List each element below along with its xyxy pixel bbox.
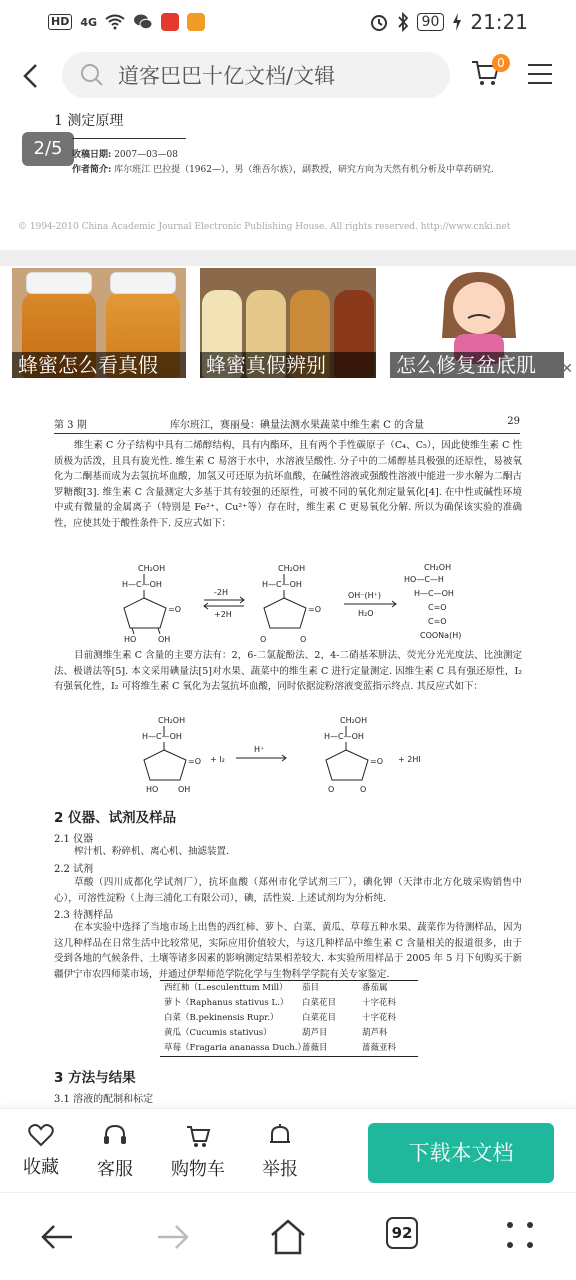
report-button[interactable] bbox=[250, 1123, 310, 1181]
table-cell: 西红柿（L.esculenttum Mill） bbox=[164, 983, 288, 993]
table-cell: 萝卜（Raphanus stativus L.） bbox=[164, 998, 289, 1008]
svg-text:O: O bbox=[300, 635, 307, 644]
svg-text:H—C—OH: H—C—OH bbox=[122, 580, 162, 589]
ad-card[interactable] bbox=[390, 268, 564, 378]
table-row bbox=[160, 981, 418, 996]
cart-action-button[interactable] bbox=[168, 1123, 228, 1181]
svg-text:H—C—OH: H—C—OH bbox=[262, 580, 302, 589]
svg-text:CH₂OH: CH₂OH bbox=[138, 564, 166, 573]
heart-icon bbox=[28, 1123, 54, 1147]
author-info: 库尔班江 巴拉提（1962—），男（维吾尔族），副教授，研究方向为天然有机分析及中草药研究. bbox=[114, 165, 494, 175]
svg-text:H—C—OH: H—C—OH bbox=[142, 732, 182, 741]
page-number: 29 bbox=[507, 416, 520, 427]
svg-text:OH: OH bbox=[158, 635, 171, 644]
nav-tabs-button[interactable] bbox=[386, 1217, 426, 1257]
news-app-icon bbox=[161, 13, 179, 31]
top-app-bar bbox=[0, 44, 576, 108]
status-bar bbox=[0, 0, 576, 44]
ad-strip bbox=[0, 266, 576, 392]
eq1-label-plus2h: +2H bbox=[214, 610, 232, 619]
subsection-heading: 3.1 溶液的配制和标定 bbox=[54, 1094, 154, 1105]
signal-indicator: 4G bbox=[80, 15, 98, 29]
svg-text:C=O: C=O bbox=[428, 603, 447, 612]
search-placeholder: 道客巴巴十亿文档/文辑 bbox=[118, 64, 336, 88]
samples-table bbox=[160, 980, 418, 1057]
cart-count-badge: 0 bbox=[492, 54, 510, 72]
eq1-label-minus2h: -2H bbox=[214, 588, 228, 597]
svg-text:H—C—OH: H—C—OH bbox=[414, 589, 454, 598]
page-separator bbox=[0, 250, 576, 266]
report-label: 举报 bbox=[262, 1159, 298, 1180]
footnote-rule bbox=[72, 138, 186, 139]
ad-card[interactable] bbox=[200, 268, 376, 378]
copyright-notice: © 1994-2010 China Academic Journal Electronic Publishing House. All rights reserved. http://www.cnki.net bbox=[18, 222, 511, 232]
page-indicator: 2/5 bbox=[22, 132, 74, 166]
table-row bbox=[160, 1041, 418, 1056]
arrow-right-icon bbox=[152, 1217, 192, 1257]
table-cell: 十字花科 bbox=[362, 1013, 397, 1023]
charging-icon bbox=[452, 13, 462, 31]
search-bar[interactable] bbox=[62, 52, 450, 98]
svg-text:COONa(H): COONa(H) bbox=[420, 631, 462, 640]
document-page-2 bbox=[0, 392, 576, 1108]
section-heading: 1 测定原理 bbox=[54, 113, 124, 129]
svg-text:CH₂OH: CH₂OH bbox=[278, 564, 306, 573]
table-cell: 葫芦目 bbox=[302, 1028, 328, 1038]
table-row bbox=[160, 996, 418, 1011]
paragraph: 维生素 C 分子结构中具有二烯醇结构，具有内酯环，且有两个手性碳原子（C₄、C₅），因此使维生素 C 性质极为活泼，且具有旋光性. 维生素 C 易溶于水中，水溶液呈酸性. 分子中的二烯醇基具极强的还原性，易被氧化为二酮基而成为去氢抗坏血酸，加氢又可还原为抗坏血酸，在碱性溶液或强酸性溶液中能进一步水解为二酮古罗糖酸[3]. 维生素 C 含量测定大多基于其有较强的还原性，可被不同的氧化剂定量氧化[4]. 在中性或碱性环境中或有微量的金属离子（特别是 Fe²⁺、Cu²⁺等）存在时，维生素 C 更易氧化分解. 所以为确保该实验的准确性，应使其处于酸性条件下. 反应式如下： bbox=[54, 440, 522, 529]
eq2-catalyst: H⁺ bbox=[254, 745, 265, 754]
favorite-button[interactable] bbox=[11, 1123, 71, 1179]
svg-text:H—C—OH: H—C—OH bbox=[324, 732, 364, 741]
hamburger-line bbox=[528, 73, 552, 75]
headset-icon bbox=[102, 1123, 128, 1149]
svg-text:=O: =O bbox=[168, 605, 181, 614]
paragraph: 在本实验中选择了当地市场上出售的西红柿、萝卜、白菜、黄瓜、草莓五种水果、蔬菜作为待测样品，因为这几种样品在日常生活中比较常见，实际应用价值较大，与这几种样品中维生素 C 含量相关的报道很多，由于受到各地的气候条件、土壤等诸多因素的影响测定结果相差较大. 本实验所用样品于 2005 年 5 月下旬购买于新疆伊宁市农四师菜市场，并通过伊犁师范学院化学与生物科学学院有关专家鉴定. bbox=[54, 922, 522, 980]
table-cell: 番茄属 bbox=[362, 983, 388, 993]
paragraph: 榨汁机、粉碎机、离心机、抽滤装置. bbox=[74, 846, 230, 857]
table-cell: 白菜（B.pekinensis Rupr.） bbox=[164, 1013, 279, 1023]
svg-text:CH₂OH: CH₂OH bbox=[424, 563, 452, 572]
battery-indicator: 90 bbox=[417, 13, 445, 31]
svg-text:CH₂OH: CH₂OH bbox=[340, 716, 368, 725]
bluetooth-icon bbox=[397, 12, 409, 32]
bell-icon bbox=[268, 1123, 292, 1149]
subsection-heading: 2.3 待测样品 bbox=[54, 910, 114, 921]
received-date: 2007—03—08 bbox=[114, 150, 179, 160]
subsection-heading: 2.2 试剂 bbox=[54, 864, 94, 875]
video-app-icon bbox=[187, 13, 205, 31]
browser-nav-bar bbox=[0, 1192, 576, 1280]
table-row bbox=[160, 1011, 418, 1026]
clock: 21:21 bbox=[470, 10, 528, 34]
svg-text:C=O: C=O bbox=[428, 617, 447, 626]
section-heading: 2 仪器、试剂及样品 bbox=[54, 810, 177, 826]
table-row bbox=[160, 1026, 418, 1041]
tabs-count: 92 bbox=[386, 1217, 418, 1249]
jar-lid bbox=[110, 272, 176, 294]
table-cell: 黄瓜（Cucumis stativus） bbox=[164, 1028, 272, 1038]
table-cell: 葫芦科 bbox=[362, 1028, 388, 1038]
svg-text:O: O bbox=[328, 785, 335, 794]
eq2-product: + 2HI bbox=[398, 755, 421, 764]
table-cell: 茄目 bbox=[302, 983, 320, 993]
issue-number: 第 3 期 bbox=[54, 420, 87, 431]
nav-home-button[interactable] bbox=[268, 1217, 308, 1257]
svg-text:CH₂OH: CH₂OH bbox=[158, 716, 186, 725]
eq1-label-h2o: H₂O bbox=[358, 609, 374, 618]
received-label: 收稿日期: bbox=[72, 150, 112, 160]
eq1-label-oh: OH⁻(H⁺) bbox=[348, 591, 382, 600]
back-button[interactable] bbox=[0, 44, 60, 108]
woman-illustration bbox=[424, 268, 534, 364]
svg-text:OH: OH bbox=[178, 785, 191, 794]
hd-indicator: HD bbox=[48, 14, 72, 30]
table-cell: 蔷薇亚科 bbox=[362, 1043, 397, 1053]
table-cell: 十字花科 bbox=[362, 998, 397, 1008]
ad-caption: 蜂蜜怎么看真假 bbox=[12, 352, 186, 378]
subsection-heading: 2.1 仪器 bbox=[54, 834, 94, 845]
hamburger-line bbox=[528, 82, 552, 84]
home-icon bbox=[268, 1217, 308, 1257]
reaction-scheme-2 bbox=[54, 714, 524, 794]
arrow-left-icon bbox=[38, 1217, 78, 1257]
wifi-icon bbox=[105, 14, 125, 30]
nav-forward-button[interactable] bbox=[152, 1217, 192, 1257]
svg-text:=O: =O bbox=[308, 605, 321, 614]
jar-lid bbox=[26, 272, 92, 294]
table-cell: 白菜花目 bbox=[302, 998, 337, 1008]
alarm-icon bbox=[369, 12, 389, 32]
svg-text:HO: HO bbox=[124, 635, 137, 644]
svg-text:O: O bbox=[260, 635, 267, 644]
download-button[interactable]: 下载本文档 bbox=[368, 1123, 554, 1183]
running-header bbox=[54, 416, 520, 434]
ad-caption: 蜂蜜真假辨别 bbox=[200, 352, 376, 378]
cart-icon bbox=[185, 1123, 211, 1149]
cart-label: 购物车 bbox=[171, 1159, 225, 1180]
running-title: 库尔班江，赛丽曼：碘量法测水果蔬菜中维生素 C 的含量 bbox=[169, 420, 424, 431]
hamburger-line bbox=[528, 64, 552, 66]
svg-text:O: O bbox=[360, 785, 367, 794]
table-cell: 蔷薇目 bbox=[302, 1043, 328, 1053]
ad-close-icon[interactable]: ✕ bbox=[561, 361, 573, 377]
eq2-plus-i2: + I₂ bbox=[210, 755, 225, 764]
service-label: 客服 bbox=[97, 1159, 133, 1180]
nav-more-button[interactable] bbox=[502, 1217, 542, 1257]
more-dots-icon bbox=[502, 1217, 538, 1253]
ad-caption: 怎么修复盆底肌 bbox=[390, 352, 564, 378]
nav-back-button[interactable] bbox=[38, 1217, 78, 1257]
bottom-action-bar bbox=[0, 1108, 576, 1192]
svg-text:=O: =O bbox=[188, 757, 201, 766]
table-cell: 草莓（Fragaria ananassa Duch.） bbox=[164, 1043, 306, 1053]
cart-button[interactable] bbox=[470, 58, 504, 92]
menu-button[interactable] bbox=[528, 64, 552, 84]
paragraph: 草酸（四川成都化学试剂厂），抗坏血酸（郑州市化学试剂三厂），碘化钾（天津市北方化玻采购销售中心），可溶性淀粉（上海三浦化工有限公司），碘，活性炭. 上述试剂均为分析纯. bbox=[54, 877, 522, 904]
svg-text:HO—C—H: HO—C—H bbox=[404, 575, 444, 584]
favorite-label: 收藏 bbox=[23, 1157, 59, 1178]
ad-card[interactable] bbox=[12, 268, 186, 378]
service-button[interactable] bbox=[85, 1123, 145, 1181]
paragraph: 目前测维生素 C 含量的主要方法有：2，6-二氯靛酚法、2，4-二硝基苯肼法、荧光分光光度法、比浊测定法、极谱法等[5]. 本文采用碘量法[5]对水果、蔬菜中的维生素 C 进行定量测定. 因维生素 C 具有强还原性，I₂ 有强氧化性，I₂ 可将维生素 C 氧化为去氢抗坏血酸，同时依据淀粉溶液变蓝指示终点. 其反应式如下： bbox=[54, 650, 522, 692]
svg-text:HO: HO bbox=[146, 785, 159, 794]
svg-text:=O: =O bbox=[370, 757, 383, 766]
table-cell: 白菜花目 bbox=[302, 1013, 337, 1023]
section-heading: 3 方法与结果 bbox=[54, 1070, 136, 1086]
author-label: 作者简介: bbox=[72, 165, 112, 175]
footnote bbox=[72, 148, 494, 178]
reaction-scheme-1 bbox=[54, 562, 524, 644]
wechat-icon bbox=[133, 13, 153, 31]
chevron-left-icon bbox=[22, 63, 38, 89]
search-icon bbox=[80, 63, 104, 87]
document-page-1 bbox=[0, 108, 576, 250]
